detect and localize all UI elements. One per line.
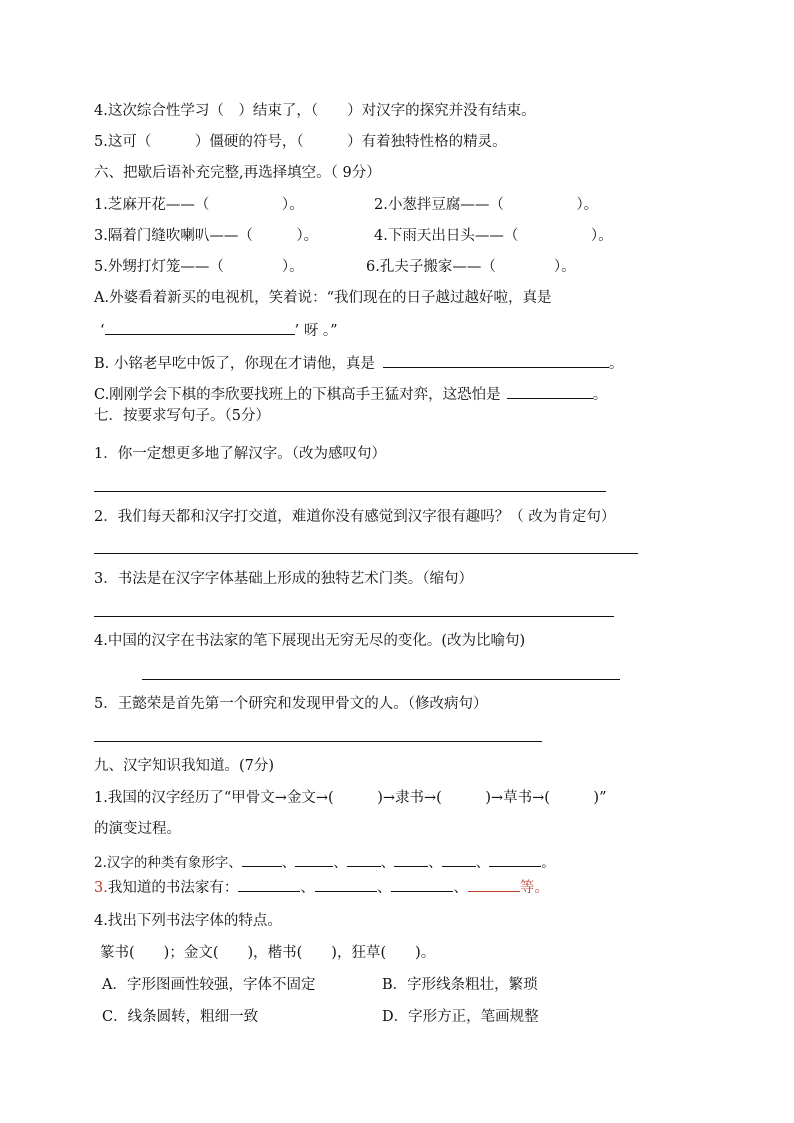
type-blank-4[interactable] bbox=[394, 851, 428, 867]
type-blank-3[interactable] bbox=[347, 851, 381, 867]
calligrapher-blank-2[interactable] bbox=[315, 876, 377, 892]
calligrapher-blank-4[interactable] bbox=[468, 876, 520, 892]
sentence-3-answer-line[interactable] bbox=[94, 616, 614, 617]
calligraphers-line bbox=[94, 876, 549, 898]
sentence-4-prompt: 4.中国的汉字在书法家的笔下展现出无穷无尽的变化。(改为比喻句) bbox=[94, 633, 526, 649]
separator: 、 bbox=[333, 855, 347, 871]
character-types-text: 2.汉字的种类有象形字、 bbox=[94, 855, 242, 871]
fill-a-line1: A.外婆看着新买的电视机，笑着说：“我们现在的日子越过越好啦，真是 bbox=[94, 290, 552, 306]
question-4-line: 4.这次综合性学习（ ）结束了，（ ）对汉字的探究并没有结束。 bbox=[94, 103, 536, 119]
option-d: D．字形方正，笔画规整 bbox=[382, 1009, 539, 1025]
sentence-1-prompt: 1．你一定想更多地了解汉字。（改为感叹句） bbox=[94, 446, 386, 462]
separator: 、 bbox=[376, 880, 392, 896]
proverb-2: 2.小葱拌豆腐——（ ）。 bbox=[374, 197, 599, 213]
fill-b-blank[interactable] bbox=[383, 352, 609, 368]
section-7-heading: 七．按要求写句子。（5分） bbox=[94, 408, 270, 424]
separator: 、 bbox=[380, 855, 395, 871]
sentence-1-answer-line[interactable] bbox=[94, 491, 606, 492]
calligraphers-end: 等。 bbox=[519, 880, 549, 896]
sentence-3-prompt: 3．书法是在汉字字体基础上形成的独特艺术门类。（缩句） bbox=[94, 571, 473, 587]
fill-c-end: 。 bbox=[592, 387, 608, 403]
sentence-4-answer-line[interactable] bbox=[142, 679, 620, 680]
proverb-1: 1.芝麻开花——（ ）。 bbox=[94, 197, 304, 213]
script-evolution-line2: 的演变过程。 bbox=[94, 821, 181, 837]
sentence-2-prompt: 2．我们每天都和汉字打交道，难道你没有感觉到汉字很有趣吗？（ 改为肯定句） bbox=[94, 509, 616, 525]
proverb-6: 6.孔夫子搬家——（ ）。 bbox=[366, 259, 576, 275]
type-blank-5[interactable] bbox=[442, 851, 476, 867]
proverb-3: 3.隔着门缝吹喇叭——（ ）。 bbox=[94, 228, 319, 244]
section-6-heading: 六、把歇后语补充完整,再选择填空。（ 9分） bbox=[94, 165, 381, 181]
script-features-prompt: 4.找出下列书法字体的特点。 bbox=[94, 913, 282, 929]
proverb-4: 4.下雨天出日头——（ ）。 bbox=[374, 228, 613, 244]
fill-b-text: B. 小铭老早吃中饭了，你现在才请他，真是 bbox=[94, 356, 375, 372]
fill-a-line2 bbox=[100, 319, 338, 341]
script-features-fill: 篆书( )；金文( )，楷书( )，狂草( )。 bbox=[100, 945, 436, 961]
open-quote: ‘ bbox=[100, 323, 105, 339]
fill-a-blank[interactable] bbox=[105, 319, 295, 335]
question-5-line: 5.这可（ ）僵硬的符号，（ ）有着独特性格的精灵。 bbox=[94, 134, 507, 150]
fill-c-text: C.刚刚学会下棋的李欣要找班上的下棋高手王猛对弈，这恐怕是 bbox=[94, 387, 501, 403]
fill-c-blank[interactable] bbox=[507, 383, 593, 399]
script-evolution-line1: 1.我国的汉字经历了“甲骨文→金文→( )→隶书→( )→草书→( )” bbox=[94, 790, 607, 806]
proverb-5: 5.外甥打灯笼——（ ）。 bbox=[94, 259, 304, 275]
character-types-line bbox=[94, 851, 555, 873]
type-blank-1[interactable] bbox=[242, 851, 282, 867]
close-quote: ’ 呀 。” bbox=[294, 323, 338, 339]
option-b: B．字形线条粗壮，繁琐 bbox=[382, 977, 538, 993]
separator: 、 bbox=[428, 855, 442, 871]
calligraphers-number: 3. bbox=[94, 880, 108, 896]
fill-b-line bbox=[94, 352, 623, 374]
sentence-2-answer-line[interactable] bbox=[94, 553, 638, 554]
type-blank-6[interactable] bbox=[489, 851, 541, 867]
separator: 、 bbox=[300, 880, 315, 896]
sentence-5-answer-line[interactable] bbox=[94, 741, 542, 742]
calligrapher-blank-3[interactable] bbox=[391, 876, 453, 892]
separator: 、 bbox=[475, 855, 490, 871]
calligrapher-blank-1[interactable] bbox=[238, 876, 300, 892]
fill-b-end: 。 bbox=[608, 356, 624, 372]
period: 。 bbox=[541, 855, 555, 871]
separator: 、 bbox=[453, 880, 468, 896]
option-a: A．字形图画性较强，字体不固定 bbox=[102, 977, 316, 993]
type-blank-2[interactable] bbox=[295, 851, 333, 867]
separator: 、 bbox=[281, 855, 296, 871]
section-9-heading: 九、汉字知识我知道。(7分) bbox=[94, 758, 275, 774]
fill-c-line bbox=[94, 383, 607, 405]
sentence-5-prompt: 5．王懿荣是首先第一个研究和发现甲骨文的人。（修改病句） bbox=[94, 696, 488, 712]
option-c: C．线条圆转，粗细一致 bbox=[102, 1009, 259, 1025]
calligraphers-text: 我知道的书法家有： bbox=[107, 880, 239, 896]
